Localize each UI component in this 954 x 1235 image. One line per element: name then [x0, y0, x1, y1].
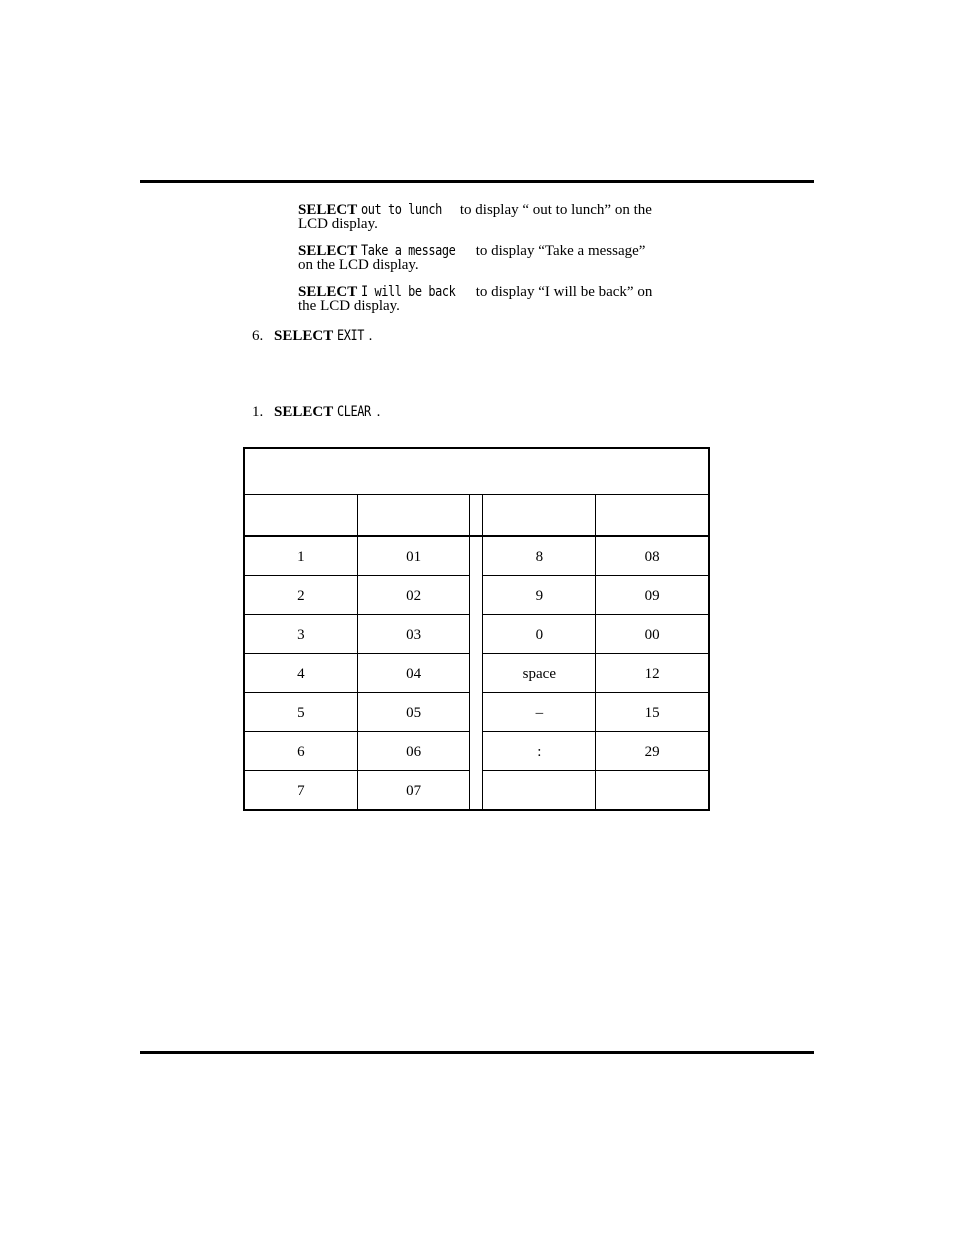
table-cell: :: [483, 732, 596, 771]
table-header-row: [244, 495, 709, 537]
table-cell: space: [483, 654, 596, 693]
table-cell: 9: [483, 576, 596, 615]
character-code-table: [243, 447, 710, 811]
select-keyword: SELECT: [274, 328, 334, 344]
table-cell: –: [483, 693, 596, 732]
step-number: 6.: [252, 328, 264, 344]
option-description-cont: on the LCD display.: [298, 257, 419, 273]
table-cell: 29: [596, 732, 709, 771]
table-cell: 2: [244, 576, 357, 615]
step-tail: .: [376, 404, 381, 420]
table-cell: [483, 771, 596, 811]
select-keyword: SELECT: [298, 284, 358, 300]
table-cell: [596, 771, 709, 811]
table-cell: 05: [357, 693, 470, 732]
step-tail: .: [368, 328, 373, 344]
select-keyword: SELECT: [274, 404, 334, 420]
table-cell: 4: [244, 654, 357, 693]
option-out-to-lunch: [298, 203, 718, 231]
step-6: [252, 328, 372, 344]
table-cell: 02: [357, 576, 470, 615]
table-cell: 3: [244, 615, 357, 654]
table-cell: 03: [357, 615, 470, 654]
table-cell: 06: [357, 732, 470, 771]
option-description: to display “Take a message”: [475, 243, 646, 259]
select-keyword: SELECT: [298, 243, 358, 259]
table-cell: 12: [596, 654, 709, 693]
table-cell: 00: [596, 615, 709, 654]
header-cell: [483, 495, 596, 537]
table-cell: 6: [244, 732, 357, 771]
option-description: to display “ out to lunch” on the: [459, 202, 652, 218]
table-cell: 07: [357, 771, 470, 811]
step-1: [252, 404, 380, 420]
option-description-cont: LCD display.: [298, 216, 378, 232]
lcd-text: out to lunch: [360, 202, 442, 218]
table-gap-column: [470, 536, 483, 810]
table-title-cell: [244, 448, 709, 495]
header-cell: [596, 495, 709, 537]
header-gap-cell: [470, 495, 483, 537]
table-cell: 1: [244, 536, 357, 576]
table-cell: 5: [244, 693, 357, 732]
table-cell: 0: [483, 615, 596, 654]
lcd-clear: CLEAR: [336, 404, 371, 420]
header-cell: [244, 495, 357, 537]
top-rule: [140, 180, 814, 183]
table-cell: 04: [357, 654, 470, 693]
header-cell: [357, 495, 470, 537]
table-cell: 08: [596, 536, 709, 576]
step-number: 1.: [252, 404, 264, 420]
table-cell: 01: [357, 536, 470, 576]
table-cell: 8: [483, 536, 596, 576]
option-i-will-be-back: [298, 285, 718, 313]
table-cell: 15: [596, 693, 709, 732]
lcd-exit: EXIT: [336, 328, 364, 344]
lcd-text: I will be back: [360, 284, 456, 300]
option-description-cont: the LCD display.: [298, 298, 400, 314]
lcd-text: Take a message: [360, 243, 456, 259]
table-title-row: [244, 448, 709, 495]
table-cell: 7: [244, 771, 357, 811]
bottom-rule: [140, 1051, 814, 1054]
table-cell: 09: [596, 576, 709, 615]
table-row: [244, 536, 709, 576]
option-description: to display “I will be back” on: [475, 284, 653, 300]
select-keyword: SELECT: [298, 202, 358, 218]
option-take-a-message: [298, 244, 718, 272]
